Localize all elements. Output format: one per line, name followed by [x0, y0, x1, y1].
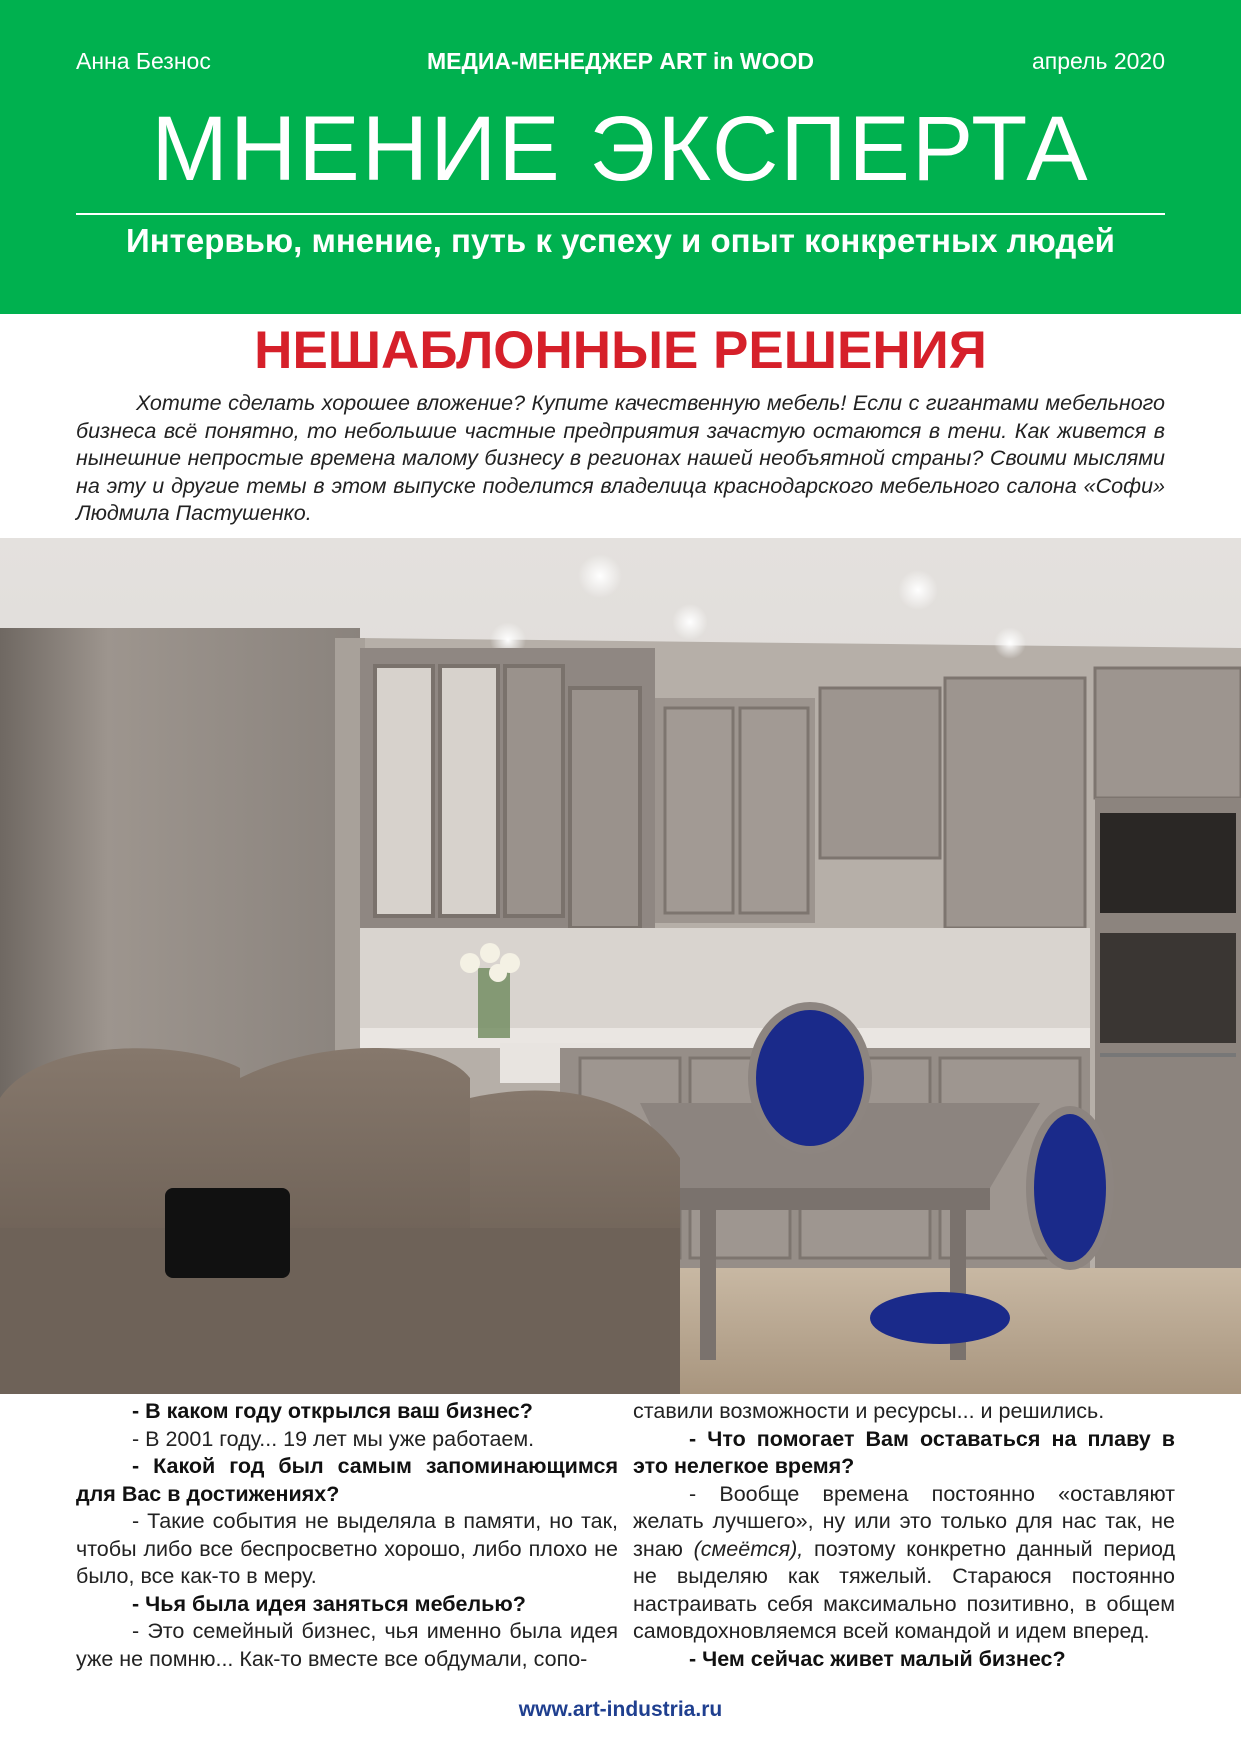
footer: [0, 1698, 1241, 1722]
interview-column-left: [76, 1398, 618, 1673]
interview-answer: - Это семейный бизнес, чья именно была идея уже не помню... Как-то вместе все обдумали, сопо-: [76, 1619, 618, 1671]
author-name: Анна Безнос: [76, 48, 211, 74]
interview-question: - Чья была идея заняться мебелью?: [132, 1591, 526, 1616]
answer-text: - Вообще времена постоянно «оставляют желать лучшего», ну или это только для нас так, не знаю: [633, 1481, 1175, 1561]
interview-question: - В каком году открылся ваш бизнес?: [132, 1399, 533, 1423]
interview-answer: [633, 1481, 1175, 1646]
kitchen-photo: [0, 538, 1241, 1394]
answer-aside: (смеётся),: [693, 1536, 804, 1561]
answer-text: поэтому конкретно данный период не выделяю как тяжелый. Стараюся постоянно настраивать себя максимально позитивно, в общем самовдохновляемся всей командой и идем вперед.: [633, 1536, 1175, 1643]
section-subtitle: Интервью, мнение, путь к успеху и опыт конкретных людей: [126, 222, 1115, 259]
interview-question: - Что помогает Вам оставаться на плаву в это нелегкое время?: [633, 1426, 1175, 1478]
issue-date: апрель 2020: [1031, 48, 1165, 74]
interview-question: - Чем сейчас живет малый бизнес?: [689, 1646, 1066, 1671]
interview-answer: - В 2001 году... 19 лет мы уже работаем.: [132, 1426, 535, 1451]
header-divider: [76, 213, 1165, 215]
section-title: МНЕНИЕ ЭКСПЕРТА: [151, 98, 1090, 200]
header-banner: [0, 0, 1241, 314]
article-lead: [76, 390, 1165, 528]
interview-answer-continued: ставили возможности и ресурсы... и решились.: [633, 1399, 1105, 1423]
interview-answer: - Такие события не выделяла в памяти, но так, чтобы либо все беспросветно хорошо, либо плохо не было, все как-то в меру.: [76, 1509, 618, 1588]
website-link[interactable]: www.art-industria.ru: [518, 1698, 723, 1721]
interview-question: - Какой год был самым запоминающимся для Вас в достижениях?: [76, 1454, 618, 1506]
article-title: НЕШАБЛОННЫЕ РЕШЕНИЯ: [254, 321, 987, 380]
lead-paragraph: Хотите сделать хорошее вложение? Купите качественную мебель! Если с гигантами мебельного бизнеса всё понятно, то небольшие частные предприятия зачастую остаются в тени. Как живется в нынешние непростые времена малому бизнесу в регионах нашей необъятной страны? Своими мыслями на эту и другие темы в этом выпуске поделится владелица краснодарского мебельного салона «Софи» Людмила Пастушенко.: [76, 391, 1165, 525]
author-position: МЕДИА-МЕНЕДЖЕР ART in WOOD: [427, 48, 814, 74]
interview-column-right: [633, 1398, 1175, 1673]
